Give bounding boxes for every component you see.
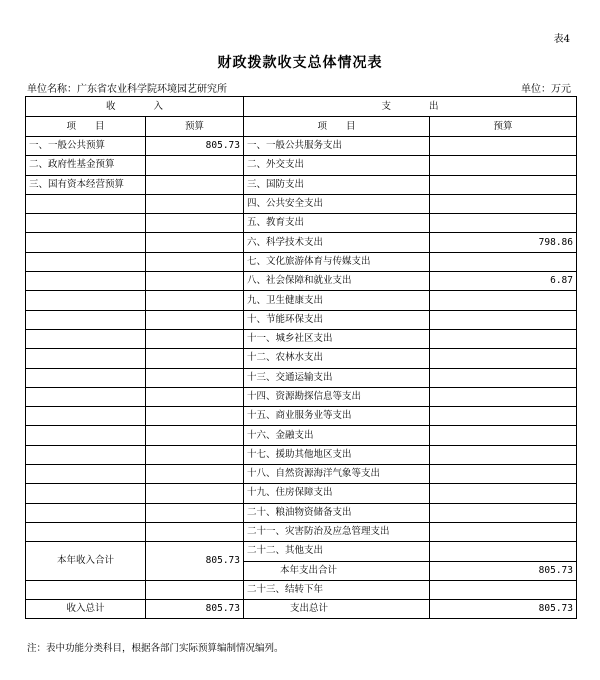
expense-item: 十七、援助其他地区支出 [244, 445, 430, 464]
expense-year-total-label: 本年支出合计 [244, 561, 430, 580]
table-row [26, 542, 577, 561]
expense-item: 一、一般公共服务支出 [244, 137, 430, 156]
expense-budget [430, 329, 577, 348]
expense-item: 十三、交通运输支出 [244, 368, 430, 387]
expense-budget [430, 310, 577, 329]
expense-item: 十四、资源勘探信息等支出 [244, 387, 430, 406]
expense-header: 支 出 [244, 97, 577, 117]
income-budget [146, 368, 244, 387]
expense-budget-header: 预算 [430, 117, 577, 137]
income-budget [146, 175, 244, 194]
page-title: 财政拨款收支总体情况表 [217, 55, 383, 71]
expense-budget [430, 214, 577, 233]
expense-budget [430, 175, 577, 194]
expense-year-total-value: 805.73 [430, 561, 577, 580]
table-row [26, 156, 577, 175]
table-row [26, 445, 577, 464]
income-budget [146, 291, 244, 310]
expense-item: 十九、住房保障支出 [244, 484, 430, 503]
expense-item: 十二、农林水支出 [244, 349, 430, 368]
footnote: 注：表中功能分类科目，根据各部门实际预算编制情况编列。 [27, 643, 284, 654]
expense-item: 十一、城乡社区支出 [244, 329, 430, 348]
income-item [26, 407, 146, 426]
expense-budget [430, 445, 577, 464]
income-budget [146, 329, 244, 348]
income-budget [146, 310, 244, 329]
income-item [26, 233, 146, 252]
income-year-total-label: 本年收入合计 [26, 542, 146, 581]
income-budget [146, 194, 244, 213]
income-item: 三、国有资本经营预算 [26, 175, 146, 194]
income-budget: 805.73 [146, 137, 244, 156]
income-budget [146, 522, 244, 541]
table-row [26, 407, 577, 426]
income-item [26, 310, 146, 329]
income-item: 一、一般公共预算 [26, 137, 146, 156]
expense-budget [430, 407, 577, 426]
expense-item-header: 项 目 [244, 117, 430, 137]
income-item [26, 349, 146, 368]
income-item [26, 426, 146, 445]
table-row [26, 484, 577, 503]
expense-budget [430, 503, 577, 522]
income-item [26, 194, 146, 213]
income-item [26, 484, 146, 503]
income-budget [146, 387, 244, 406]
expense-item: 三、国防支出 [244, 175, 430, 194]
income-item: 二、政府性基金预算 [26, 156, 146, 175]
income-item [26, 522, 146, 541]
income-header: 收 入 [26, 97, 244, 117]
expense-budget [430, 156, 577, 175]
expense-item: 二十一、灾害防治及应急管理支出 [244, 522, 430, 541]
table-row [26, 310, 577, 329]
income-total-value: 805.73 [146, 600, 244, 619]
income-budget [146, 156, 244, 175]
income-total-label: 收入总计 [26, 600, 146, 619]
table-row [26, 214, 577, 233]
expense-item: 二十二、其他支出 [244, 542, 430, 561]
income-item [26, 445, 146, 464]
carryover-blank [26, 580, 146, 599]
money-unit: 单位：万元 [521, 84, 571, 95]
expense-budget [430, 137, 577, 156]
expense-budget [430, 368, 577, 387]
income-budget [146, 426, 244, 445]
income-budget [146, 214, 244, 233]
expense-budget [430, 387, 577, 406]
expense-item: 五、教育支出 [244, 214, 430, 233]
table-row [26, 503, 577, 522]
expense-budget [430, 522, 577, 541]
income-budget [146, 407, 244, 426]
table-row [26, 600, 577, 619]
income-budget [146, 445, 244, 464]
expense-budget [430, 194, 577, 213]
income-item [26, 329, 146, 348]
expense-item: 八、社会保障和就业支出 [244, 272, 430, 291]
expense-item: 十五、商业服务业等支出 [244, 407, 430, 426]
expense-budget [430, 465, 577, 484]
income-item [26, 252, 146, 271]
table-row [26, 522, 577, 541]
carryover-blank [146, 580, 244, 599]
income-budget [146, 233, 244, 252]
table-row [26, 137, 577, 156]
table-row [26, 465, 577, 484]
carryover-label: 二十三、结转下年 [244, 580, 430, 599]
table-row [26, 252, 577, 271]
income-item [26, 465, 146, 484]
expense-item: 二、外交支出 [244, 156, 430, 175]
expense-budget [430, 426, 577, 445]
header-row-2 [26, 117, 577, 137]
income-budget-header: 预算 [146, 117, 244, 137]
expense-item: 九、卫生健康支出 [244, 291, 430, 310]
expense-item: 六、科学技术支出 [244, 233, 430, 252]
table-row [26, 272, 577, 291]
expense-budget [430, 252, 577, 271]
income-item-header: 项 目 [26, 117, 146, 137]
expense-item: 七、文化旅游体育与传媒支出 [244, 252, 430, 271]
expense-budget: 6.87 [430, 272, 577, 291]
expense-item: 十六、金融支出 [244, 426, 430, 445]
income-item [26, 272, 146, 291]
table-row [26, 329, 577, 348]
income-budget [146, 484, 244, 503]
budget-table [25, 96, 577, 619]
expense-budget [430, 542, 577, 561]
header-row-1 [26, 97, 577, 117]
expense-budget: 798.86 [430, 233, 577, 252]
table-row [26, 194, 577, 213]
income-item [26, 291, 146, 310]
income-item [26, 214, 146, 233]
expense-budget [430, 484, 577, 503]
income-item [26, 503, 146, 522]
income-item [26, 368, 146, 387]
income-item [26, 387, 146, 406]
income-budget [146, 272, 244, 291]
expense-item: 四、公共安全支出 [244, 194, 430, 213]
income-budget [146, 252, 244, 271]
expense-budget [430, 349, 577, 368]
expense-total-label: 支出总计 [244, 600, 430, 619]
unit-name: 单位名称：广东省农业科学院环境园艺研究所 [27, 84, 227, 95]
table-row [26, 387, 577, 406]
table-row [26, 175, 577, 194]
table-row [26, 368, 577, 387]
income-budget [146, 503, 244, 522]
table-row [26, 349, 577, 368]
expense-total-value: 805.73 [430, 600, 577, 619]
table-row [26, 426, 577, 445]
expense-item: 二十、粮油物资储备支出 [244, 503, 430, 522]
income-budget [146, 465, 244, 484]
table-number: 表4 [553, 34, 570, 45]
expense-budget [430, 291, 577, 310]
expense-item: 十八、自然资源海洋气象等支出 [244, 465, 430, 484]
carryover-value [430, 580, 577, 599]
table-row [26, 233, 577, 252]
income-budget [146, 349, 244, 368]
expense-item: 十、节能环保支出 [244, 310, 430, 329]
income-year-total-value: 805.73 [146, 542, 244, 581]
table-row [26, 291, 577, 310]
table-row [26, 580, 577, 599]
